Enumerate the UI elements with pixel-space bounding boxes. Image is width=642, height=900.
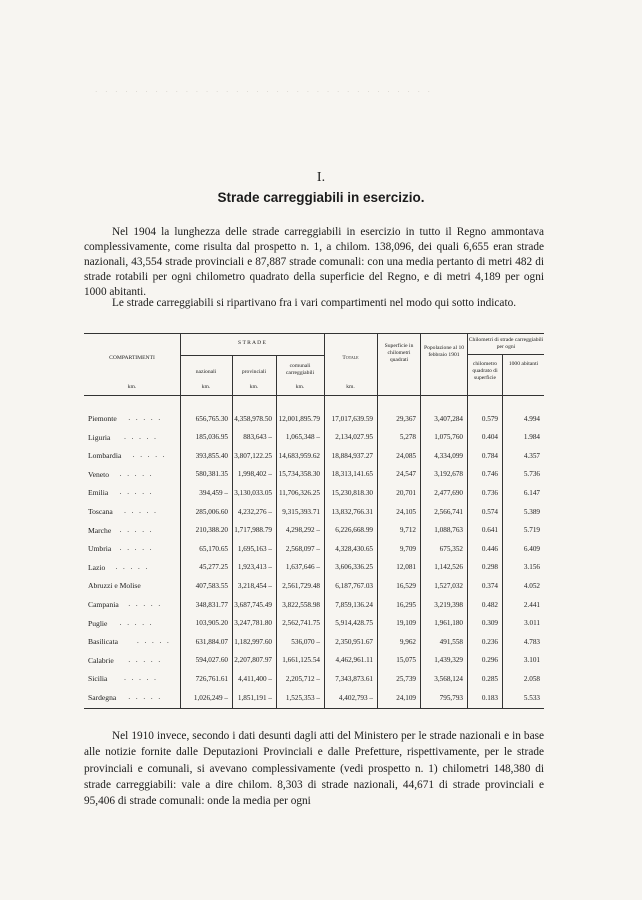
cell-sup: 24,547 bbox=[396, 470, 416, 479]
row-leader-dots: . . . . . bbox=[119, 488, 154, 497]
cell-pop: 1,527,032 bbox=[434, 581, 463, 590]
cell-com: 2,568,097 – bbox=[285, 544, 320, 553]
cell-ab: 4.357 bbox=[523, 451, 540, 460]
faint-running-header: · · · · · · · · · · · · · · · · · · · · · · · · · · · · · · · · · · bbox=[95, 88, 434, 96]
row-compartimento: Liguria bbox=[88, 432, 111, 442]
col-divider bbox=[420, 333, 421, 709]
header-totale: Totale bbox=[342, 355, 359, 361]
cell-pop: 491,558 bbox=[439, 637, 463, 646]
cell-kmq: 0.641 bbox=[481, 526, 498, 535]
cell-prov: 3,247,781.80 bbox=[234, 619, 272, 628]
cell-pop: 1,088,763 bbox=[434, 526, 463, 535]
cell-com: 536,070 – bbox=[291, 637, 320, 646]
row-compartimento: Piemonte bbox=[88, 414, 117, 423]
cell-tot: 4,328,430.65 bbox=[335, 544, 373, 553]
cell-kmq: 0.285 bbox=[481, 674, 498, 683]
cell-com: 1,525,353 – bbox=[285, 693, 320, 702]
cell-kmq: 0.183 bbox=[481, 693, 498, 702]
table-top-rule bbox=[84, 333, 544, 334]
cell-prov: 4,358,978.50 bbox=[234, 414, 272, 423]
cell-kmq: 0.482 bbox=[481, 600, 498, 609]
cell-sup: 24,085 bbox=[396, 451, 416, 460]
cell-sup: 24,105 bbox=[396, 507, 416, 516]
cell-ab: 5.719 bbox=[523, 526, 540, 535]
table-header-rule bbox=[84, 395, 544, 396]
row-leader-dots: . . . . . bbox=[132, 451, 167, 460]
cell-com: 1,661,125.54 bbox=[282, 656, 320, 665]
row-compartimento: Basilicata bbox=[88, 637, 118, 647]
row-compartimento: Marche bbox=[88, 525, 112, 535]
chilometri-group-rule bbox=[467, 354, 544, 355]
cell-ab: 5.389 bbox=[523, 507, 540, 516]
cell-kmq: 0.446 bbox=[481, 544, 498, 553]
cell-com: 1,065,348 – bbox=[285, 433, 320, 442]
cell-prov: 3,218,454 – bbox=[237, 581, 272, 590]
row-compartimento: Lombardia bbox=[88, 451, 122, 461]
cell-sup: 9,709 bbox=[399, 544, 416, 553]
cell-com: 9,315,393.71 bbox=[282, 507, 320, 516]
cell-prov: 1,695,163 – bbox=[237, 544, 272, 553]
row-compartimento: Lazio bbox=[88, 562, 106, 572]
row-leader-dots: . . . . . bbox=[128, 655, 163, 664]
cell-tot: 4,462,961.11 bbox=[335, 656, 373, 665]
row-leader-dots: . . . . . bbox=[115, 562, 150, 571]
cell-pop: 1,439,329 bbox=[434, 656, 463, 665]
cell-sup: 9,712 bbox=[399, 526, 416, 535]
paragraph-2: Le strade carreggiabili si ripartivano fra i vari compartimenti nel modo qui sotto indicato. bbox=[112, 297, 517, 309]
cell-ab: 6.147 bbox=[523, 488, 540, 497]
cell-sup: 16,529 bbox=[396, 581, 416, 590]
cell-sup: 25,739 bbox=[396, 674, 416, 683]
cell-naz: 210,388.20 bbox=[195, 526, 228, 535]
cell-ab: 1.984 bbox=[523, 433, 540, 442]
cell-tot: 2,134,027.95 bbox=[335, 433, 373, 442]
cell-ab: 6.409 bbox=[523, 544, 540, 553]
cell-pop: 795,793 bbox=[439, 693, 463, 702]
cell-prov: 1,851,191 – bbox=[237, 693, 272, 702]
header-per-kmq: chilometro quadrato di superficie bbox=[472, 361, 498, 381]
cell-naz: 185,036.95 bbox=[195, 433, 228, 442]
header-km: km. bbox=[249, 384, 259, 390]
cell-kmq: 0.404 bbox=[481, 433, 498, 442]
cell-com: 2,205,712 – bbox=[285, 674, 320, 683]
cell-com: 12,001,895.79 bbox=[278, 414, 320, 423]
row-leader-dots: . . . . . bbox=[128, 693, 163, 701]
cell-pop: 1,142,526 bbox=[434, 563, 463, 572]
cell-kmq: 0.236 bbox=[481, 637, 498, 646]
paragraph-3: Nel 1910 invece, secondo i dati desunti dagli atti del Ministero per le strade nazionali e in base alle notizie fornite dalle Deputazioni Provinciali e dalle Prefetture, rispettivamente, per le strade provinciali e comunali, si avevano complessivamente (vedi prospetto n. 1) chilometri 148,380 di strade carreggiabili: vale a dire chilom. 8,303 di strade nazionali, 44,671 di strade provinciali e 95,406 di strade comunali: onde la media per ogni bbox=[84, 730, 544, 808]
cell-kmq: 0.579 bbox=[481, 414, 498, 423]
row-leader-dots: . . . . . bbox=[124, 432, 158, 441]
cell-ab: 3.011 bbox=[524, 619, 540, 628]
col-divider bbox=[377, 333, 378, 709]
cell-kmq: 0.374 bbox=[481, 581, 498, 590]
row-leader-dots: . . . . . bbox=[119, 525, 154, 534]
cell-tot: 7,859,136.24 bbox=[335, 600, 373, 609]
cell-tot: 2,350,951.67 bbox=[335, 637, 373, 646]
cell-prov: 4,411,400 – bbox=[238, 674, 272, 683]
cell-sup: 24,109 bbox=[396, 693, 416, 702]
row-compartimento: Abruzzi e Molise bbox=[88, 581, 141, 591]
cell-prov: 3,807,122.25 bbox=[234, 451, 272, 460]
row-compartimento: Puglie bbox=[88, 618, 108, 628]
header-provinciali: provinciali bbox=[241, 369, 267, 375]
row-leader-dots: . . . . . bbox=[124, 507, 158, 515]
cell-com: 14,683,959.62 bbox=[278, 451, 320, 460]
cell-naz: 1,026,249 – bbox=[193, 693, 228, 702]
cell-tot: 18,884,937.27 bbox=[331, 451, 373, 460]
cell-naz: 285,006.60 bbox=[195, 507, 228, 516]
cell-tot: 6,187,767.03 bbox=[335, 581, 373, 590]
cell-pop: 2,477,690 bbox=[434, 488, 463, 497]
cell-prov: 3,130,033.05 bbox=[234, 488, 272, 497]
cell-prov: 3,687,745.49 bbox=[234, 600, 272, 609]
cell-pop: 1,961,180 bbox=[434, 619, 463, 628]
row-leader-dots: . . . . . bbox=[119, 469, 154, 478]
cell-pop: 3,407,284 bbox=[434, 414, 463, 423]
header-km: km. bbox=[346, 384, 355, 390]
header-chilometri: Chilometri di strade carreggiabili per ogni bbox=[468, 337, 544, 350]
cell-sup: 9,962 bbox=[399, 637, 416, 646]
cell-ab: 5.533 bbox=[523, 693, 540, 702]
row-leader-dots: . . . . . bbox=[124, 674, 158, 683]
row-leader-dots: . . . . . bbox=[119, 618, 154, 627]
cell-naz: 407,583.55 bbox=[195, 581, 228, 590]
cell-naz: 348,831.77 bbox=[195, 600, 228, 609]
row-compartimento: Sicilia bbox=[88, 674, 108, 684]
row-compartimento: Umbria bbox=[88, 544, 112, 554]
header-km: km. bbox=[201, 384, 211, 390]
cell-pop: 2,566,741 bbox=[434, 507, 463, 516]
cell-naz: 393,855.40 bbox=[195, 451, 228, 460]
cell-prov: 1,717,988.79 bbox=[234, 526, 272, 535]
cell-tot: 6,226,668.99 bbox=[335, 526, 373, 535]
header-nazionali: nazionali bbox=[195, 369, 217, 375]
cell-naz: 394,459 – bbox=[199, 488, 228, 497]
header-strade: S T R A D E bbox=[238, 340, 266, 346]
cell-prov: 4,232,276 – bbox=[237, 507, 272, 516]
row-compartimento: Calabrie bbox=[88, 655, 114, 665]
cell-ab: 2.058 bbox=[523, 674, 540, 683]
section-numeral: I. bbox=[316, 170, 326, 185]
cell-pop: 1,075,760 bbox=[434, 433, 463, 442]
cell-tot: 7,343,873.61 bbox=[335, 674, 373, 683]
row-leader-dots: . . . . . bbox=[119, 544, 154, 553]
cell-ab: 3.156 bbox=[523, 563, 540, 572]
header-comunali: comunali carreggiabili bbox=[285, 363, 315, 376]
cell-kmq: 0.309 bbox=[481, 619, 498, 628]
cell-pop: 675,352 bbox=[439, 544, 463, 553]
cell-sup: 12,081 bbox=[396, 563, 416, 572]
cell-naz: 65,170.65 bbox=[199, 544, 228, 553]
cell-naz: 580,381.35 bbox=[195, 470, 228, 479]
cell-prov: 1,923,413 – bbox=[237, 563, 272, 572]
header-compartimenti: COMPARTIMENTI bbox=[109, 355, 155, 361]
cell-naz: 594,027.60 bbox=[195, 656, 228, 665]
cell-sup: 19,109 bbox=[396, 619, 416, 628]
header-popolazione: Popolazione al 10 febbraio 1901 bbox=[423, 345, 465, 358]
section-title: Strade carreggiabili in esercizio. bbox=[217, 190, 425, 205]
strade-table bbox=[84, 333, 544, 709]
cell-ab: 4.052 bbox=[523, 581, 540, 590]
row-leader-dots: . . . . . bbox=[128, 600, 163, 608]
cell-com: 2,561,729.48 bbox=[282, 581, 320, 590]
cell-pop: 3,219,398 bbox=[434, 600, 463, 609]
cell-tot: 5,914,428.75 bbox=[335, 619, 373, 628]
cell-naz: 726,761.61 bbox=[195, 674, 228, 683]
cell-naz: 103,905.20 bbox=[195, 619, 228, 628]
cell-pop: 4,334,099 bbox=[434, 451, 463, 460]
row-leader-dots: . . . . . bbox=[128, 414, 163, 422]
row-compartimento: Sardegna bbox=[88, 693, 117, 702]
cell-sup: 20,701 bbox=[396, 488, 416, 497]
header-superficie: Superficie in chilometri quadrati bbox=[384, 343, 414, 363]
cell-kmq: 0.298 bbox=[481, 563, 498, 572]
cell-sup: 5,278 bbox=[399, 433, 416, 442]
cell-naz: 656,765.30 bbox=[195, 414, 228, 423]
paragraph-1: Nel 1904 la lunghezza delle strade carreggiabili in esercizio in tutto il Regno ammontava complessivamente, come risulta dal prospetto n. 1, a chilom. 138,096, dei quali 6,655 eran strade nazionali, 43,554 strade provinciali e 87,887 strade comunali: con una media pertanto di metri 482 di strade rotabili per ogni chilometro quadrato della superficie del Regno, e di metri 4,189 per ogni 1000 abitanti. bbox=[84, 226, 544, 298]
cell-ab: 4.783 bbox=[523, 637, 540, 646]
cell-sup: 29,367 bbox=[396, 414, 416, 423]
cell-kmq: 0.574 bbox=[481, 507, 498, 516]
cell-kmq: 0.296 bbox=[481, 656, 498, 665]
cell-com: 15,734,358.30 bbox=[278, 470, 320, 479]
cell-kmq: 0.746 bbox=[481, 470, 498, 479]
row-compartimento: Veneto bbox=[88, 469, 110, 479]
row-compartimento: Emilia bbox=[88, 488, 109, 498]
cell-tot: 17,017,639.59 bbox=[331, 414, 373, 423]
header-per-1000: 1000 abitanti bbox=[508, 361, 539, 367]
cell-pop: 3,568,124 bbox=[434, 674, 463, 683]
cell-com: 4,298,292 – bbox=[285, 526, 320, 535]
table-bottom-rule bbox=[84, 708, 544, 709]
row-compartimento: Toscana bbox=[88, 507, 113, 516]
header-km: km. bbox=[127, 384, 137, 390]
cell-com: 11,706,326.25 bbox=[278, 488, 320, 497]
cell-prov: 1,182,997.60 bbox=[234, 637, 272, 646]
row-compartimento: Campania bbox=[88, 600, 119, 609]
header-km: km. bbox=[295, 384, 305, 390]
cell-ab: 4.994 bbox=[523, 414, 540, 423]
cell-tot: 4,402,793 – bbox=[338, 693, 373, 702]
cell-prov: 883,643 – bbox=[243, 433, 272, 442]
cell-naz: 45,277.25 bbox=[199, 563, 228, 572]
cell-naz: 631,884.07 bbox=[195, 637, 228, 646]
cell-sup: 16,295 bbox=[396, 600, 416, 609]
cell-com: 1,637,646 – bbox=[285, 563, 320, 572]
col-divider bbox=[467, 333, 468, 709]
cell-com: 2,562,741.75 bbox=[282, 619, 320, 628]
cell-ab: 3.101 bbox=[523, 656, 540, 665]
cell-tot: 18,313,141.65 bbox=[331, 470, 373, 479]
cell-ab: 2.441 bbox=[523, 600, 540, 609]
cell-pop: 3,192,678 bbox=[434, 470, 463, 479]
strade-group-rule bbox=[180, 355, 324, 356]
cell-tot: 13,832,766.31 bbox=[331, 507, 373, 516]
cell-tot: 15,230,818.30 bbox=[331, 488, 373, 497]
cell-ab: 5.736 bbox=[523, 470, 540, 479]
cell-prov: 1,998,402 – bbox=[237, 470, 272, 479]
cell-prov: 2,207,807.97 bbox=[234, 656, 272, 665]
cell-sup: 15,075 bbox=[396, 656, 416, 665]
cell-com: 3,822,558.98 bbox=[282, 600, 320, 609]
cell-tot: 3,606,336.25 bbox=[335, 563, 373, 572]
cell-kmq: 0.736 bbox=[481, 488, 498, 497]
cell-kmq: 0.784 bbox=[481, 451, 498, 460]
row-leader-dots: . . . . . bbox=[137, 637, 171, 646]
